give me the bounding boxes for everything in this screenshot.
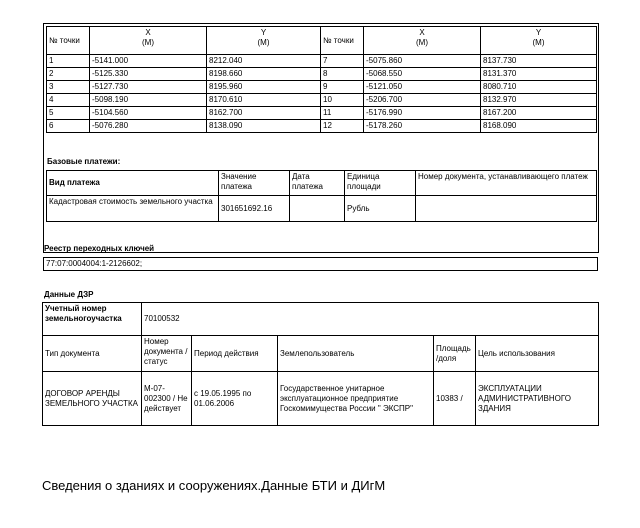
cell: 8170.610 xyxy=(207,94,321,107)
cell: 11 xyxy=(321,107,364,120)
header-payment-type: Вид платежа xyxy=(47,171,219,196)
header-doc-number: Номер документа /статус xyxy=(142,336,192,372)
header-point-2: № точки xyxy=(321,27,364,55)
header-purpose: Цель использования xyxy=(476,336,599,372)
cell: -5127.730 xyxy=(90,81,207,94)
header-y-1: Y (М) xyxy=(207,27,321,55)
header-validity: Период действия xyxy=(192,336,278,372)
table-row xyxy=(47,68,597,81)
cell: 6 xyxy=(47,120,90,133)
table-row xyxy=(47,55,597,68)
cell: -5206.700 xyxy=(364,94,481,107)
table-row xyxy=(43,372,599,426)
cell: 8212.040 xyxy=(207,55,321,68)
registry-title: Реестр переходных ключей xyxy=(44,244,155,253)
table-row xyxy=(47,196,597,222)
payments-table xyxy=(46,170,597,222)
header-area-share: Площадь /доля xyxy=(434,336,476,372)
cell: ДОГОВОР АРЕНДЫ ЗЕМЕЛЬНОГО УЧАСТКА xyxy=(43,372,142,426)
cell: 8 xyxy=(321,68,364,81)
cell: М-07-002300 / Не действует xyxy=(142,372,192,426)
cell: 10383 / xyxy=(434,372,476,426)
cell: 12 xyxy=(321,120,364,133)
cell: -5125.330 xyxy=(90,68,207,81)
payments-title: Базовые платежи: xyxy=(47,157,121,166)
account-number-value: 70100532 xyxy=(142,303,599,336)
header-payment-date: Дата платежа xyxy=(290,171,345,196)
cell: -5098.190 xyxy=(90,94,207,107)
cell: 1 xyxy=(47,55,90,68)
cell: 8138.090 xyxy=(207,120,321,133)
dzr-table xyxy=(42,302,599,426)
header-y-2: Y (М) xyxy=(481,27,597,55)
cell: с 19.05.1995 по 01.06.2006 xyxy=(192,372,278,426)
cell: 301651692.16 xyxy=(219,196,290,222)
cell: ЭКСПЛУАТАЦИИ АДМИНИСТРАТИВНОГО ЗДАНИЯ xyxy=(476,372,599,426)
header-point-1: № точки xyxy=(47,27,90,55)
registry-value: 77:07:0004004:1-2126602; xyxy=(43,257,598,271)
coordinates-table xyxy=(46,26,597,133)
cell: Государственное унитарное эксплуатационное предприятие Госкомимущества России " ЭКСПР" xyxy=(278,372,434,426)
cell: -5178.260 xyxy=(364,120,481,133)
cell: 8131.370 xyxy=(481,68,597,81)
header-area-unit: Единица площади xyxy=(345,171,416,196)
cell xyxy=(290,196,345,222)
table-row xyxy=(47,107,597,120)
cell: -5104.560 xyxy=(90,107,207,120)
cell: Кадастровая стоимость земельного участка xyxy=(47,196,219,222)
cell: 4 xyxy=(47,94,90,107)
table-row xyxy=(47,81,597,94)
cell: 7 xyxy=(321,55,364,68)
cell: -5075.860 xyxy=(364,55,481,68)
header-x-2: X (М) xyxy=(364,27,481,55)
header-payment-value: Значение платежа xyxy=(219,171,290,196)
account-number-label: Учетный номер земельногоучастка xyxy=(43,303,142,336)
cell: 2 xyxy=(47,68,90,81)
header-land-user: Землепользователь xyxy=(278,336,434,372)
table-row xyxy=(47,120,597,133)
cell: 8080.710 xyxy=(481,81,597,94)
cell: 8168.090 xyxy=(481,120,597,133)
cell: -5141.000 xyxy=(90,55,207,68)
cell: -5076.280 xyxy=(90,120,207,133)
dzr-title: Данные ДЗР xyxy=(44,290,94,299)
cell: 8162.700 xyxy=(207,107,321,120)
cell: 3 xyxy=(47,81,90,94)
cell: 9 xyxy=(321,81,364,94)
cell: 8195.960 xyxy=(207,81,321,94)
cell: 8137.730 xyxy=(481,55,597,68)
cell: 8198.660 xyxy=(207,68,321,81)
cell xyxy=(416,196,597,222)
cell: -5068.550 xyxy=(364,68,481,81)
cell: 5 xyxy=(47,107,90,120)
header-doc-number: Номер документа, устанавливающего платеж xyxy=(416,171,597,196)
cell: -5121.050 xyxy=(364,81,481,94)
table-row xyxy=(47,94,597,107)
cell: Рубль xyxy=(345,196,416,222)
header-doc-type: Тип документа xyxy=(43,336,142,372)
cell: 8167.200 xyxy=(481,107,597,120)
cell: -5176.990 xyxy=(364,107,481,120)
buildings-heading: Сведения о зданиях и сооружениях.Данные БТИ и ДИгМ xyxy=(42,478,386,493)
header-x-1: X (М) xyxy=(90,27,207,55)
cell: 8132.970 xyxy=(481,94,597,107)
cell: 10 xyxy=(321,94,364,107)
